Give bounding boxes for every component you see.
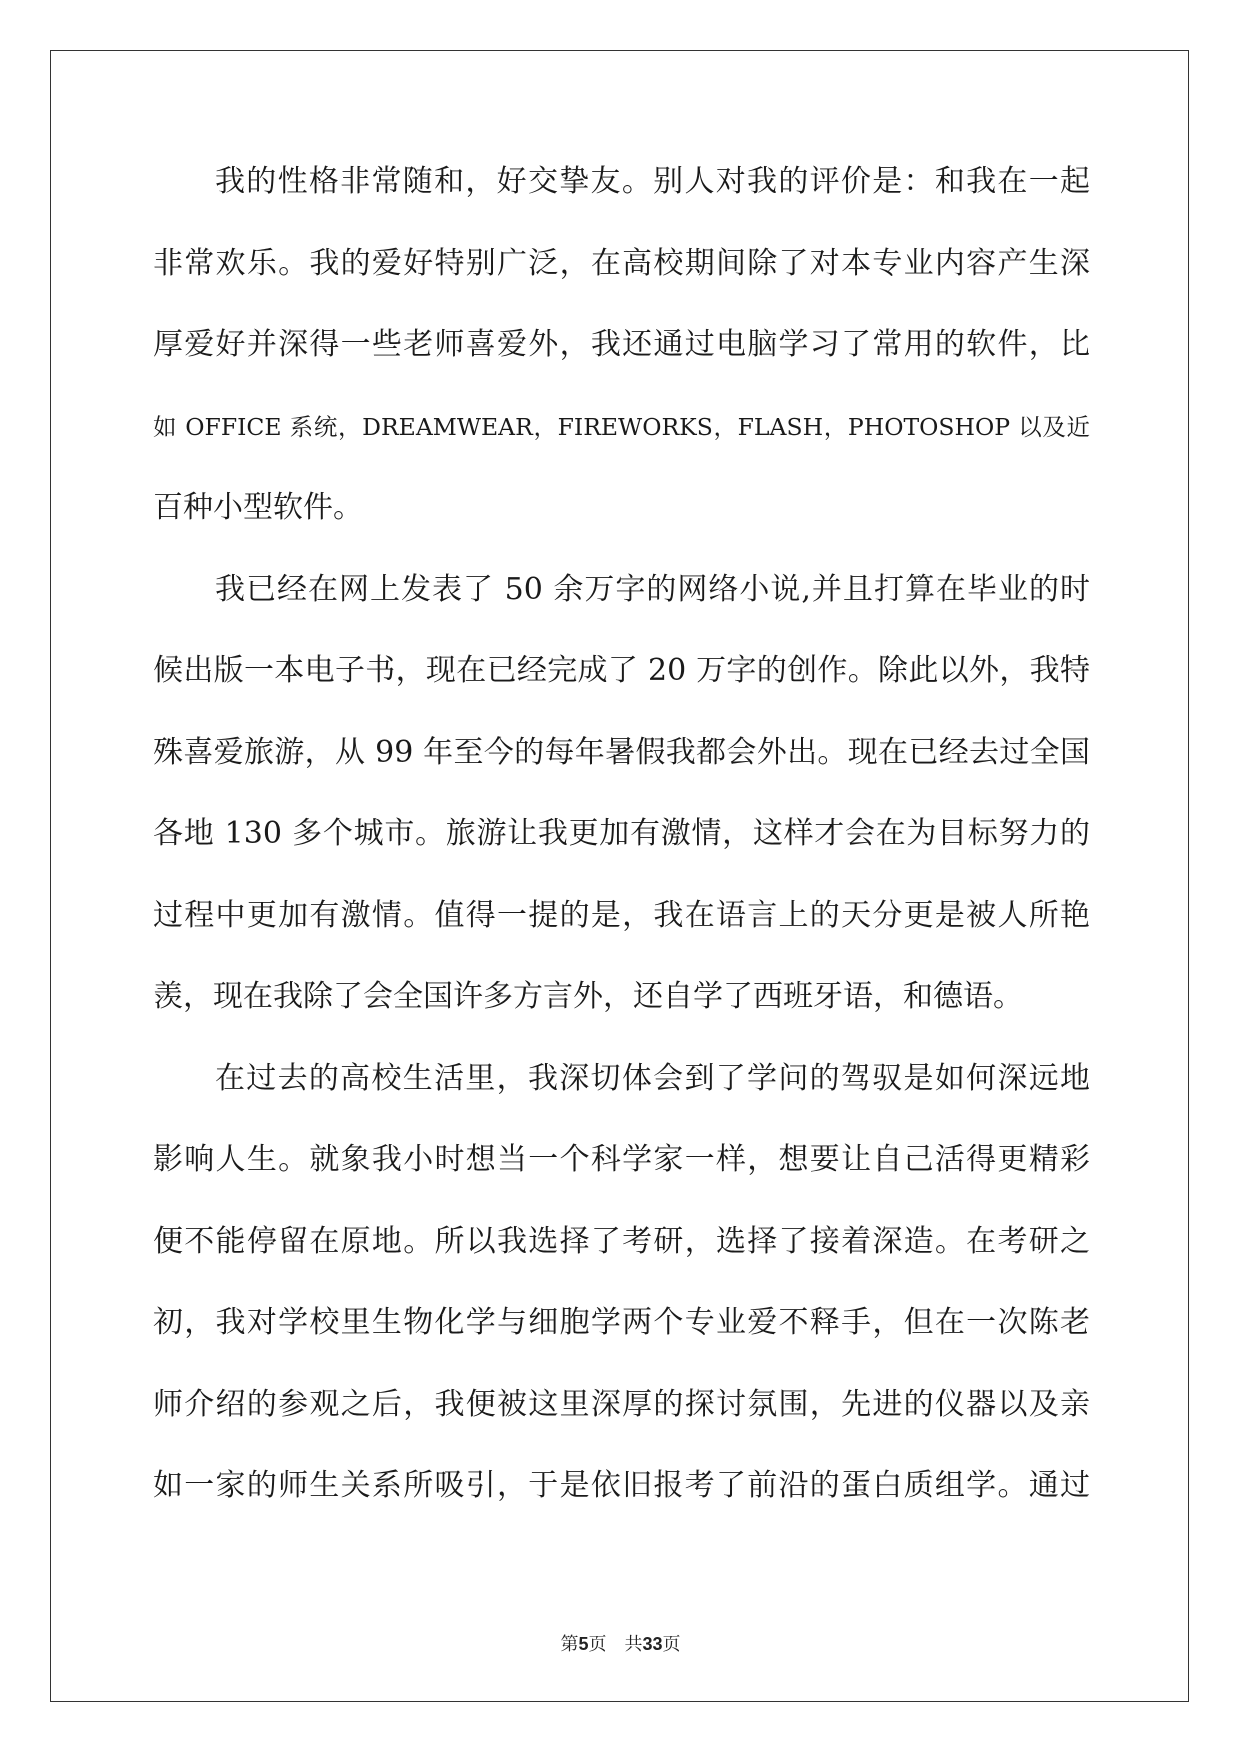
text-line: 影响人生。就象我小时想当一个科学家一样，想要让自己活得更精彩	[153, 1142, 1090, 1177]
text-line: 厚爱好并深得一些老师喜爱外，我还通过电脑学习了常用的软件，比	[153, 327, 1090, 362]
text-line: 便不能停留在原地。所以我选择了考研，选择了接着深造。在考研之	[153, 1223, 1090, 1259]
text-line: 候出版一本电子书，现在已经完成了 20 万字的创作。除此以外，我特	[153, 653, 1090, 688]
text-line: 师介绍的参观之后，我便被这里深厚的探讨氛围，先进的仪器以及亲	[153, 1386, 1090, 1422]
text-line: 如 OFFICE 系统，DREAMWEAR，FIREWORKS，FLASH，PHOTOSHOP 以及近	[153, 412, 1090, 441]
total-pages: 33	[642, 1634, 663, 1654]
text-line: 我已经在网上发表了 50 余万字的网络小说,并且打算在毕业的时	[215, 571, 1090, 607]
text-line: 过程中更加有激情。值得一提的是，我在语言上的天分更是被人所艳	[153, 897, 1090, 933]
text-line: 初，我对学校里生物化学与细胞学两个专业爱不释手，但在一次陈老	[153, 1305, 1090, 1340]
text-line: 百种小型软件。	[153, 490, 363, 525]
text-line: 如一家的师生关系所吸引，于是依旧报考了前沿的蛋白质组学。通过	[153, 1468, 1090, 1503]
page-suffix: 页	[588, 1634, 607, 1655]
page-prefix: 第	[560, 1634, 579, 1655]
text-line: 在过去的高校生活里，我深切体会到了学问的驾驭是如何深远地	[215, 1060, 1090, 1096]
text-line: 我的性格非常随和，好交挚友。别人对我的评价是：和我在一起	[215, 164, 1090, 199]
text-line: 羡，现在我除了会全国许多方言外，还自学了西班牙语，和德语。	[153, 979, 1023, 1014]
page-footer	[0, 1630, 1241, 1656]
text-line: 各地 130 多个城市。旅游让我更加有激情，这样才会在为目标努力的	[153, 816, 1090, 851]
text-line: 非常欢乐。我的爱好特别广泛，在高校期间除了对本专业内容产生深	[153, 245, 1090, 281]
text-line: 殊喜爱旅游，从 99 年至今的每年暑假我都会外出。现在已经去过全国	[153, 734, 1090, 770]
document-body	[153, 163, 1090, 1549]
total-prefix: 共	[624, 1634, 643, 1655]
total-suffix: 页	[662, 1634, 681, 1655]
page-number: 5	[578, 1634, 589, 1654]
